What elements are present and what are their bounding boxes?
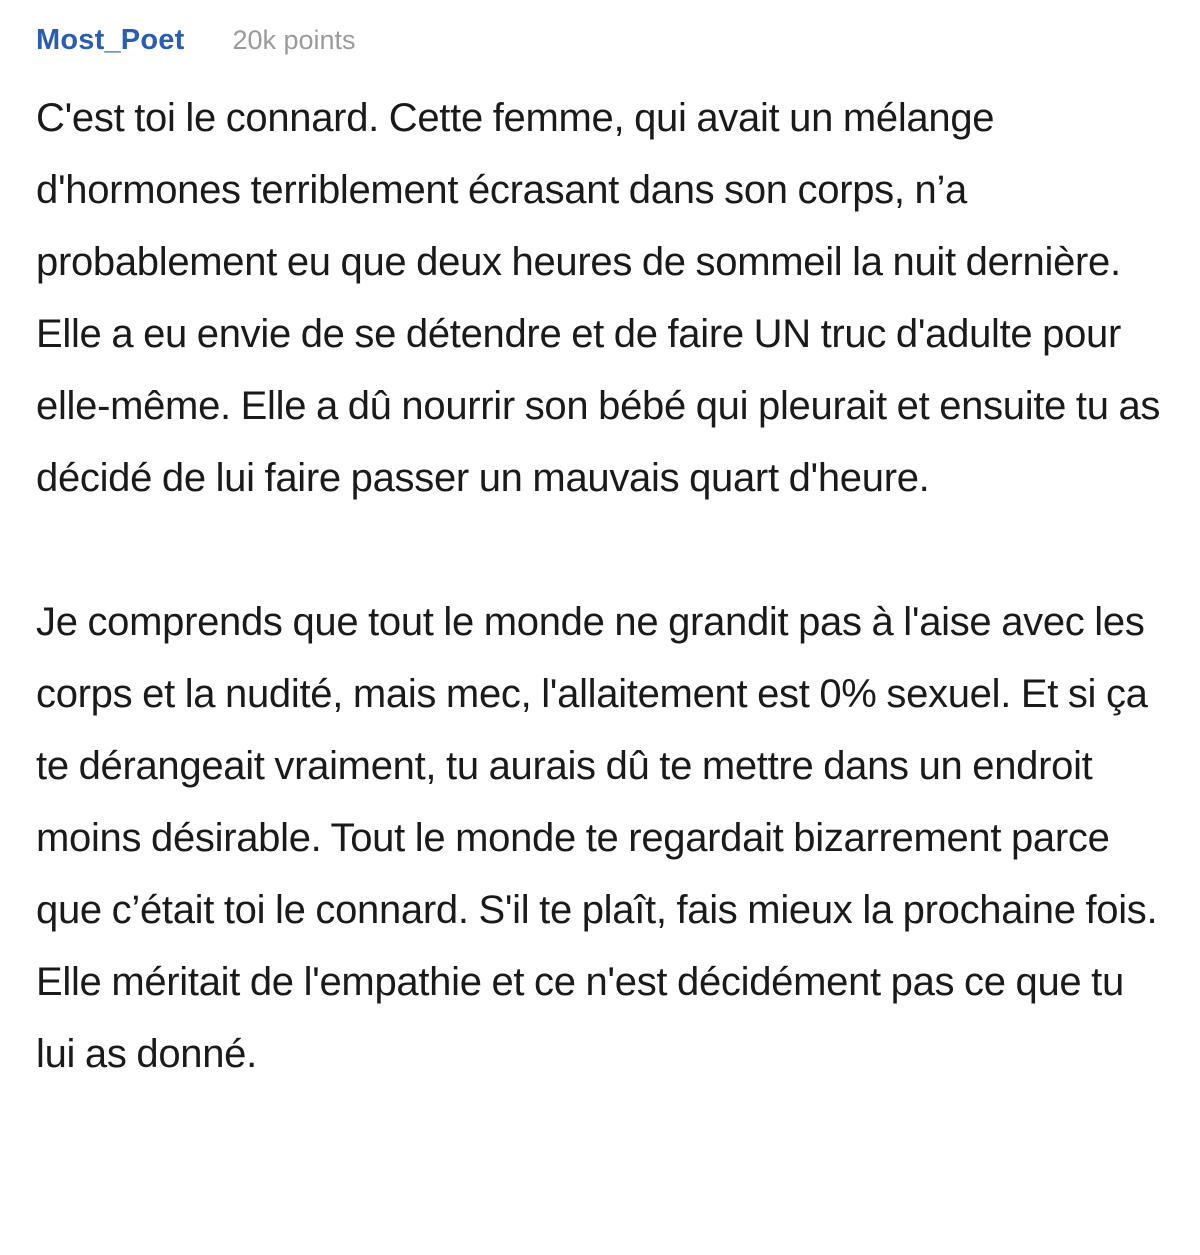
comment-body	[36, 82, 1171, 1090]
comment	[36, 24, 1171, 1090]
comment-paragraph-1: C'est toi le connard. Cette femme, qui avait un mélange d'hormones terriblement écrasant dans son corps, n’a probablement eu que deux heures de sommeil la nuit dernière. Elle a eu envie de se détendre et de faire UN truc d'adulte pour elle-même. Elle a dû nourrir son bébé qui pleurait et ensuite tu as décidé de lui faire passer un mauvais quart d'heure.	[36, 96, 1161, 500]
comment-paragraph-2: Je comprends que tout le monde ne grandit pas à l'aise avec les corps et la nudité, mais mec, l'allaitement est 0% sexuel. Et si ça te dérangeait vraiment, tu aurais dû te mettre dans un endroit moins désirable. Tout le monde te regardait bizarrement parce que c’était toi le connard. S'il te plaît, fais mieux la prochaine fois. Elle méritait de l'empathie et ce n'est décidément pas ce que tu lui as donné.	[36, 600, 1158, 1076]
comment-points: 20k points	[232, 25, 356, 55]
comment-username[interactable]: Most_Poet	[36, 24, 185, 56]
comment-header	[36, 24, 1171, 74]
